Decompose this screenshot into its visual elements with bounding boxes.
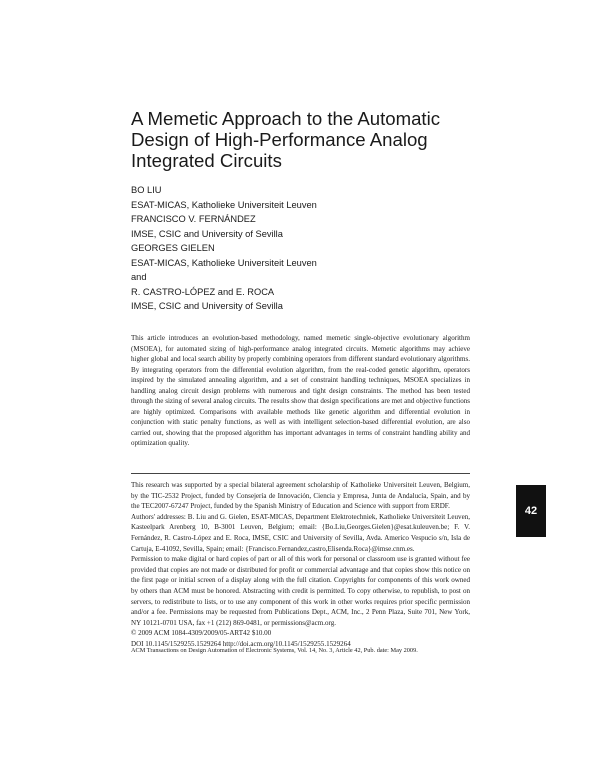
abstract: This article introduces an evolution-based methodology, named memetic single-objective evolutionary algorithm (MSOEA), for automated sizing of high-performance analog integrated circuits. Memetic algorithms may achieve higher global and local search ability by properly combining operators from different standard evolutionary algorithms. By integrating operators from the differential evolution algorithm, from the real-coded genetic algorithm, operators inspired by the simulated annealing algorithm, and a set of constraint handling techniques, MSOEA specializes in handling analog circuit design problems with numerous and tight design constraints. The method has been tested through the sizing of several analog circuits. The results show that design specifications are met and objective functions are highly optimized. Comparisons with available methods like genetic algorithm and differential evolution in conjunction with static penalty functions, as well as with intelligent selection-based differential evolution, are also carried out, showing that the proposed algorithm has important advantages in terms of constraint handling ability and optimization quality. [131,334,470,448]
journal-footer: ACM Transactions on Design Automation of Electronic Systems, Vol. 14, No. 3, Article 42, Pub. date: May 2009. [131,647,418,654]
author-affiliation: ESAT-MICAS, Katholieke Universiteit Leuven [131,257,317,268]
doi-line: DOI 10.1145/1529255.1529264 http://doi.acm.org/10.1145/1529255.1529264 [131,639,351,648]
author-affiliation: ESAT-MICAS, Katholieke Universiteit Leuven [131,199,317,210]
author-name: R. CASTRO-LÓPEZ and E. ROCA [131,286,275,297]
footnotes [131,480,470,650]
paper-title: A Memetic Approach to the Automatic Design of High-Performance Analog Integrated Circuits [131,108,441,171]
footnote-divider [131,473,470,474]
permission-notice: Permission to make digital or hard copies of part or all of this work for personal or classroom use is granted without fee provided that copies are not made or distributed for profit or commercial advantage and that copies show this notice on the first page or initial screen of a display along with the full citation. Copyrights for components of this work owned by others than ACM must be honored. Abstracting with credit is permitted. To copy otherwise, to republish, to post on servers, to redistribute to lists, or to use any component of this work in other works requires prior specific permission and/or a fee. Permissions may be requested from Publications Dept., ACM, Inc., 2 Penn Plaza, Suite 701, New York, NY 10121-0701 USA, fax +1 (212) 869-0481, or permissions@acm.org. [131,555,470,627]
author-affiliation: IMSE, CSIC and University of Sevilla [131,228,283,239]
author-block [131,183,461,314]
author-name: FRANCISCO V. FERNÁNDEZ [131,214,256,224]
funding-note: This research was supported by a special bilateral agreement scholarship of Katholieke Universiteit Leuven, Belgium, by the TIC-2532 Project, funded by Consejería de Innovación, Ciencia y Empresa, Junta de Andalucía, Spain, and by the TEC2007-67247 Project, funded by the Spanish Ministry of Education and Science with support from ERDF. [131,481,470,511]
authors-addresses: Authors' addresses: B. Liu and G. Gielen, ESAT-MICAS, Department Elektrotechniek, Katholieke Universiteit Leuven, Kasteelpark Arenberg 10, B-3001 Leuven, Belgium; email: {Bo.Liu,Georges.Gielen}@esat.kuleuven.be; F. V. Fernández, R. Castro-López and E. Roca, IMSE, CSIC and University of Sevilla, Avda. Americo Vespucio s/n, Isla de Cartuja, E-41092, Sevilla, Spain; email: {Francisco.Fernandez,castro,Elisenda.Roca}@imse.cnm.es. [131,512,470,553]
author-conjunction: and [131,272,147,282]
copyright-line: © 2009 ACM 1084-4309/2009/05-ART42 $10.00 [131,629,272,638]
author-affiliation: IMSE, CSIC and University of Sevilla [131,301,283,311]
author-name: BO LIU [131,185,162,195]
author-name: GEORGES GIELEN [131,243,215,253]
article-number-tab: 42 [516,485,546,537]
